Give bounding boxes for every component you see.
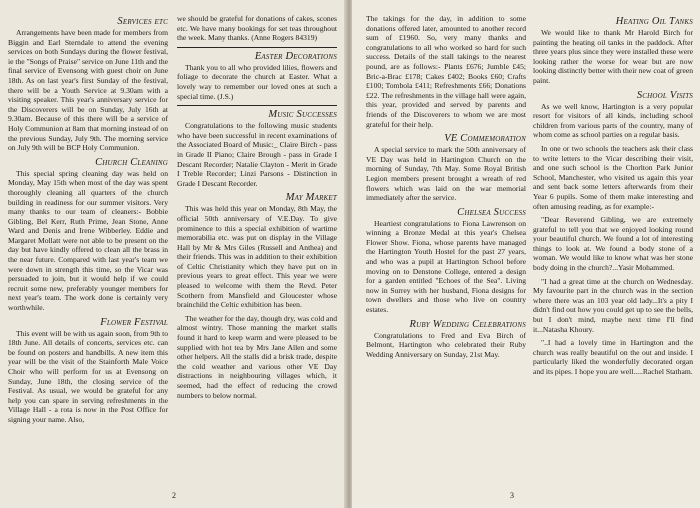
- left-page: [0, 0, 348, 508]
- chelsea-success-text: Heartiest congratulations to Fiona Lawrenson on winning a Bronze Medal at this year's Chelsea Flower Show. Fiona, whose parents have managed the Hartington Youth Hostel for the past 27 years, and who was a pupil at Hartington School before moving on to Denstone College, entered a design for a garden entitled "Echoes of the Sea". Living now in Surrey with her husband, Fiona designs for town dwellers and those who live on country estates.: [366, 218, 526, 315]
- school-visits-heading: School Visits: [636, 89, 693, 101]
- right-page: [352, 0, 700, 508]
- section-divider: [177, 47, 337, 48]
- may-market-text-1: This was held this year on Monday, 8th May, the official 50th anniversary of V.E.Day. To give prominence to this a special exhibition of wartime memorabilia etc. was put on display in the Village Hall by Mr & Mrs Giles (Russell and Anthea) and their friends. This was in addition to their exhibition of Celtic Christianity which they have put on in previous years to great effect. This year we were pleased to welcome with them the Revd. Peter Scothern from Mansfield and Gloucester whose brainchild the Celtic exhibition has been.: [177, 204, 337, 310]
- section-divider: [177, 105, 337, 106]
- heating-oil-text: We would like to thank Mr Harold Birch for painting the heating oil tanks in the paddock. After three years plus since they were installed these were looking rather the worse for wear but are now looking distinctly better with their new coat of green paint.: [533, 28, 693, 85]
- easter-decorations-heading: Easter Decorations: [254, 50, 337, 62]
- school-visits-letter-2: "I had a great time at the church on Wednesday. My favourite part in the church was in the section where there was an 103 year old lady...It's a pity I didn't find out how you could get up to see the bells, but I don't mind, maybe next time I'll find it...Natasha Khoury.: [533, 276, 693, 334]
- left-column-2: [177, 14, 337, 404]
- church-cleaning-heading: Church Cleaning: [95, 156, 168, 168]
- easter-decorations-text: Thank you to all who provided lilies, flowers and foliage to decorate the church at Easter. What a lovely way to remember our loved ones at such a special time. (J.S.): [177, 62, 337, 101]
- ve-commemoration-text: A special service to mark the 50th anniversary of VE Day was held in Hartington Church on the morning of Sunday, 7th May. Some Royal British Legion members present brought a wreath of red flowers which was laid on the war memorial immediately after the service.: [366, 145, 526, 203]
- chelsea-success-heading: Chelsea Success: [457, 206, 526, 218]
- ruby-wedding-heading: Ruby Wedding Celebrations: [409, 318, 526, 330]
- music-successes-heading: Music Successes: [268, 109, 337, 121]
- school-visits-text-1: As we well know, Hartington is a very popular resort for visitors of all kinds, including school children from various parts of the country, many of whom come as school parties on a regular basis.: [533, 101, 693, 140]
- school-visits-text-2: In one or two schools the teachers ask their class to write letters to the Vicar describing their visit, and one such school is the Chorlton Park Junior School, Manchester, who visited us again this year and sent back some letters afterwards from their Year 6 pupils. Some of them make interesting and often amusing reading, as for example:-: [533, 143, 693, 211]
- school-visits-letter-3: "..I had a lovely time in Hartington and the church was really beautiful on the out and inside. I particularly liked the wonderfully decorated organ and its pipes. I hope you are well.....Rachel Statham.: [533, 338, 693, 376]
- may-market-text-2: The weather for the day, though dry, was cold and almost wintry. Those manning the market stalls found it hard to keep warm and were pleased to be supplied with hot tea by Mrs Jane Allen and some other helpers. All the stalls did a brisk trade, despite the cold weather and various other VE Day distractions in neighbouring villages which, it seemed, had the effect of reducing the crowd numbers to below normal.: [177, 313, 337, 400]
- church-cleaning-text: This special spring cleaning day was held on Monday, May 15th when most of the day was spent thoroughly cleaning all quarters of the church building in readiness for our summer visitors. Very many thanks to our team of cleaners:- Bobbie Gibling, Bel Kerr, Ruth Prime, Jean Stone, Anne Ward and Denis and Irene Wibberley. Eddie and Margaret Mollatt were not able to be present on the day but have kindly offered to clean all the brass in the near future. Compared with last year's team we were down in strength this time, so the Vicar was persuaded to join, but it would help if we could recruit some new, preferably younger members for next year's team. The work done is certainly very worthwhile.: [8, 168, 168, 313]
- music-successes-text: Congratulations to the following music students who have been successful in recent examinations of the Associated Board of Music:_ Claire Birch - pass in Grade II Piano; Claire Brough - pass in Grade I Descant Recorder; Natalie Clayton - Merit in Grade I Treble Recorder; Linzi Parsons - Distinction in Grade I Descant Recorder.: [177, 121, 337, 188]
- left-column-1: [8, 14, 168, 429]
- takings-continuation-text: The takings for the day, in addition to some donations offered later, amounted to another record sum of £1960. So, very many thanks and congratulations to all who worked so hard for such success. Details of the stall takings to the nearest pound, are as follows:- Plants £676; Jumble £45; Bric-a-Brac £178; Cakes £402; Books £60; Crafts £100; Tombola £411; Refreshments £66; Donations £22. The refreshments in the village hall were again, this year, provided and served by parents and friends of the Discoverers to whom we are most grateful for their help.: [366, 14, 526, 129]
- right-column-2: [533, 14, 693, 381]
- cakes-continuation-text: we should be grateful for donations of cakes, scones etc. We have many bookings for set teas throughout the week. Many thanks. (Anne Rogers 84319): [177, 14, 337, 43]
- page-number-left: 2: [172, 491, 176, 500]
- ve-commemoration-heading: VE Commemoration: [444, 133, 526, 145]
- flower-festival-text: This event will be with us again soon, from 9th to 18th June. All details of concerts, services etc. can be found on posters and handbills. A new item this year will be the visit of the Stainforth Male Voice Choir who will perform for us at Evensong on Sunday, June 18th, the closing service of the Festival. As usual, we would be grateful for any help you can spare in serving refreshments in the Village Hall - a rota is now in the Post Office for signing your name. Also,: [8, 328, 168, 424]
- services-etc-heading: Services etc: [117, 16, 168, 27]
- heating-oil-heading: Heating Oil Tanks: [615, 16, 693, 27]
- page-number-right: 3: [510, 491, 514, 500]
- right-column-1: [366, 14, 526, 363]
- ruby-wedding-text: Congratulations to Fred and Eva Birch of Belmont, Hartington who celebrated their Ruby Wedding Anniversary on Sunday, 21st May.: [366, 330, 526, 359]
- school-visits-letter-1: "Dear Reverend Gibling, we are extremely grateful to tell you that we enjoyed looking round your beautiful church. We found a lot of interesting things to look at. We found a body stone of a woman. We would like to know what was her stone body doing in the church?...Yasir Mohammed.: [533, 215, 693, 273]
- may-market-heading: May Market: [285, 192, 337, 204]
- services-etc-text: Arrangements have been made for members from Biggin and Earl Sterndale to attend the evening services on both Sundays during the flower festival, ie the "Songs of Praise" service on June 11th and the final service of Evensong with guest choir on June 18th. As on last year's first Sunday of the festival, there will be a Youth Service at 9.30am with a visiting speaker. This year's anniversary service for the Discoverers will be on Sunday, July 16th at 9.30am. Because of this there will be a service of Holy Communion at 8am that morning instead of on the previous Sunday, July 9th. The morning service on July 9th will be BCP Holy Communion.: [8, 28, 168, 153]
- flower-festival-heading: Flower Festival: [100, 316, 168, 328]
